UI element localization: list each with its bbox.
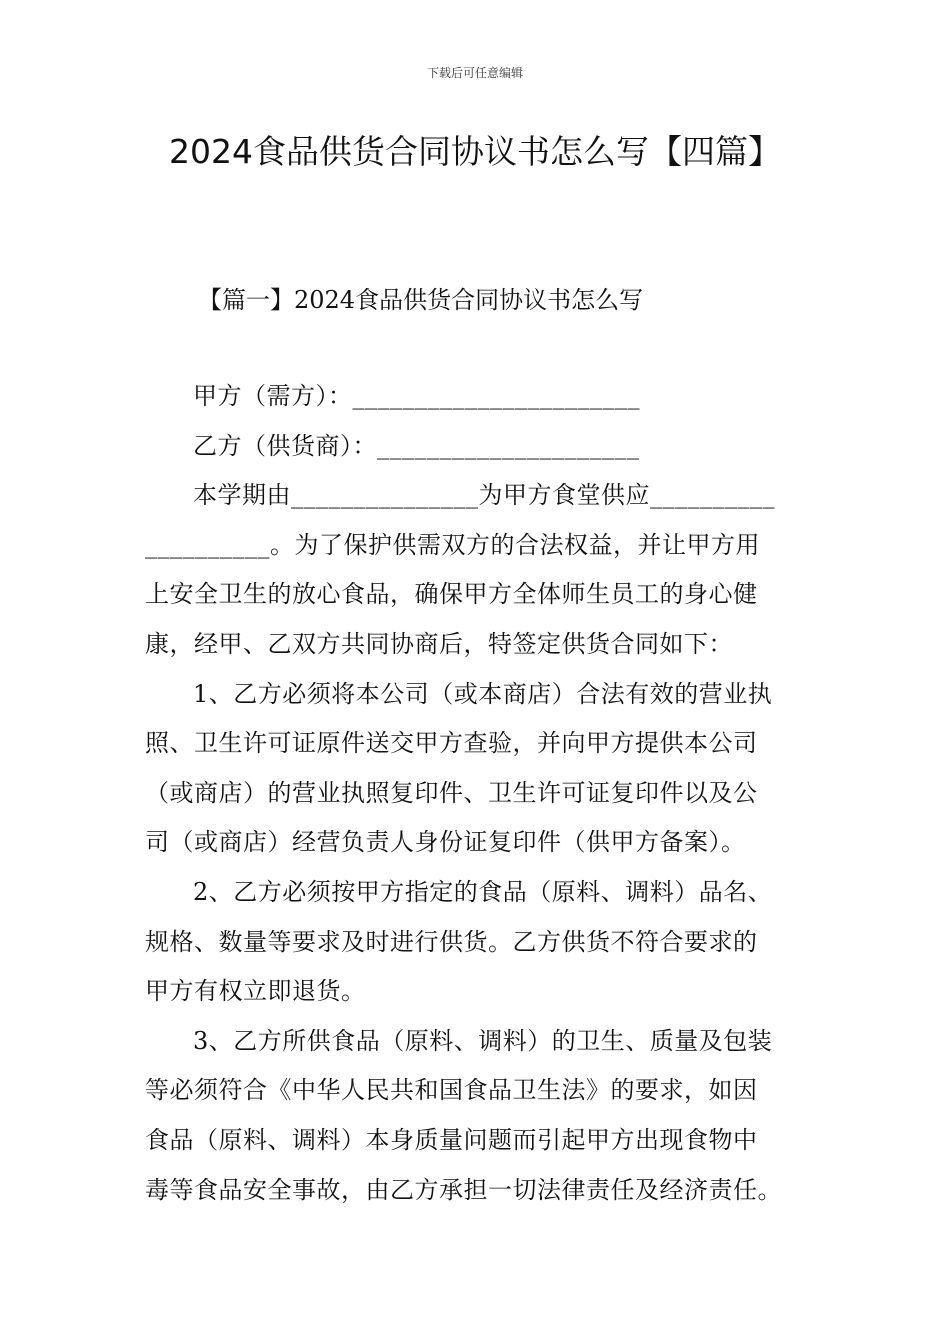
intro-line: __________。为了保护供需双方的合法权益，并让甲方用 <box>145 530 760 559</box>
header-note: 下载后可任意编辑 <box>426 66 523 80</box>
section-heading: 【篇一】2024食品供货合同协议书怎么写 <box>198 286 644 314</box>
clause-1-line: （或商店）的营业执照复印件、卫生许可证复印件以及公 <box>145 778 758 807</box>
clause-2-line: 2、乙方必须按甲方指定的食品（原料、调料）品名、 <box>193 877 773 906</box>
intro-line: 本学期由_______________为甲方食堂供应__________ <box>193 481 775 510</box>
clause-3-line: 毒等食品安全事故，由乙方承担一切法律责任及经济责任。 <box>145 1175 782 1204</box>
clause-2-line: 规格、数量等要求及时进行供货。乙方供货不符合要求的 <box>145 927 758 956</box>
clause-1-line: 司（或商店）经营负责人身份证复印件（供甲方备案）。 <box>145 828 746 857</box>
clause-3-line: 3、乙方所供食品（原料、调料）的卫生、质量及包装 <box>193 1026 773 1055</box>
document-body <box>145 372 807 1215</box>
document-title: 2024食品供货合同协议书怎么写【四篇】 <box>169 132 781 171</box>
clause-1-line: 1、乙方必须将本公司（或本商店）合法有效的营业执 <box>193 679 773 708</box>
party-a-line: 甲方（需方）：_______________________ <box>193 382 640 410</box>
clause-2-line: 甲方有权立即退货。 <box>145 977 366 1006</box>
intro-line: 康，经甲、乙双方共同协商后，特签定供货合同如下： <box>145 629 733 658</box>
clause-1-line: 照、卫生许可证原件送交甲方查验，并向甲方提供本公司 <box>145 729 758 758</box>
party-b-line: 乙方（供货商）：_____________________ <box>193 431 640 460</box>
intro-line: 上安全卫生的放心食品，确保甲方全体师生员工的身心健 <box>145 580 758 609</box>
clause-3-line: 食品（原料、调料）本身质量问题而引起甲方出现食物中 <box>145 1125 758 1154</box>
clause-3-line: 等必须符合《中华人民共和国食品卫生法》的要求，如因 <box>145 1076 758 1105</box>
